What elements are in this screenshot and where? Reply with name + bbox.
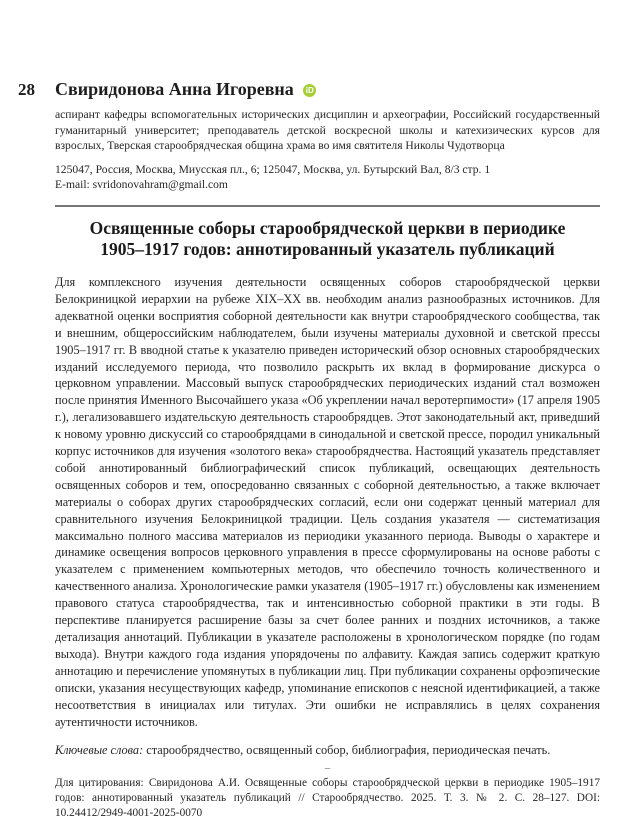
author-email[interactable]: svridonovahram@gmail.com [92, 178, 228, 192]
email-label: E-mail: [55, 178, 93, 192]
author-contacts [55, 162, 600, 193]
orcid-icon[interactable]: iD [303, 84, 316, 97]
author-name: Свиридонова Анна Игоревна [55, 79, 294, 99]
keywords-text: старообрядчество, освященный собор, библиография, периодическая печать. [143, 743, 551, 758]
citation-label: Для цитирования: [55, 777, 144, 790]
author-address: 125047, Россия, Москва, Миусская пл., 6; 125047, Москва, ул. Бутырский Вал, 8/3 стр. 1 [55, 162, 491, 176]
abstract-text: Для комплексного изучения деятельности освященных соборов старообрядческой церкви Белокриницкой иерархии на рубеже XIX–XX вв. необходим анализ разнообразных источников. Для адекватной оценки восприятия соборной деятельности как внутри старообрядческого сообщества, так и внешним, общероссийским наблюдателем, были изучены материалы духовной и светской прессы 1905–1917 гг. В вводной статье к указателю приведен исторический обзор основных старообрядческих изданий исследуемого периода, что позволило раскрыть их вклад в формирование дискурса о церковном управлении. Массовый выпуск старообрядческих периодических изданий стал возможен после принятия Именного Высочайшего указа «Об укреплении начал веротерпимости» (17 апреля 1905 г.), легализовавшего издательскую деятельность старообрядцев. Этот законодательный акт, приведший к новому уровню дискуссий со старообрядцами в синодальной и светской прессе, породил уникальный корпус источников для изучения «золотого века» старообрядчества. Настоящий указатель представляет собой аннотированный библиографический список публикаций, освещающих деятельность освященных соборов и тем, опосредованно связанных с соборной деятельностью, а также включает материалы о соборах других старообрядческих согласий, если они содержат ценный материал для сравнительного изучения Белокриницкой традиции. Цель создания указателя — систематизация максимально полного массива материалов из периодики указанного периода. Выводы о характере и динамике освещения вопросов церковного управления в прессе сформулированы на основе работы с указателем с применением компьютерных методов, что обеспечило точность количественного и качественного анализа. Хронологические рамки указателя (1905–1917 гг.) обусловлены как изменением правового статуса старообрядчества, так и интенсивностью соборной практики в эти годы. В перспективе планируется расширение базы за счет более ранних и поздних источников, а также детализация аннотаций. Публикации в указателе расположены в хронологическом порядке (по годам выхода). Внутри каждого года издания упорядочены по алфавиту. Каждая запись содержит краткую аннотацию и перечисление упомянутых в публикации лиц. При публикации сохранены орфоэпические описки, указания несуществующих кафедр, упоминание епископов с неясной идентификацией, а также несоответствия в инициалах или титулах. Эти ошибки не исправлялись в целях сохранения аутентичности источников. [55, 274, 600, 729]
citation-line [55, 776, 600, 820]
keywords-label: Ключевые слова: [55, 743, 144, 758]
header-divider [55, 205, 600, 207]
author-affiliation: аспирант кафедры вспомогательных исторических дисциплин и археографии, Российский государственный гуманитарный университет; преподаватель детской воскресной школы и катехизических курсов для взрослых, Тверская старообрядческая община храма во имя святителя Николы Чудотворца [55, 108, 600, 153]
citation-text: Свиридонова А.И. Освященные соборы старообрядческой церкви в периодике 1905–1917 годов: аннотированный указатель публикаций // Старообрядчество. 2025. Т. 3. № 2. С. 28–127. DOI: 10.24412/2949-4001-2025-0070 [55, 777, 600, 820]
page-number: 28 [18, 80, 35, 99]
keywords-line [55, 742, 600, 758]
page-content [55, 78, 600, 821]
separator-dash: – [324, 762, 331, 775]
author-header [55, 78, 600, 100]
article-title: Освященные соборы старообрядческой церкви в периодике 1905–1917 годов: аннотированный указатель публикаций [89, 217, 566, 260]
